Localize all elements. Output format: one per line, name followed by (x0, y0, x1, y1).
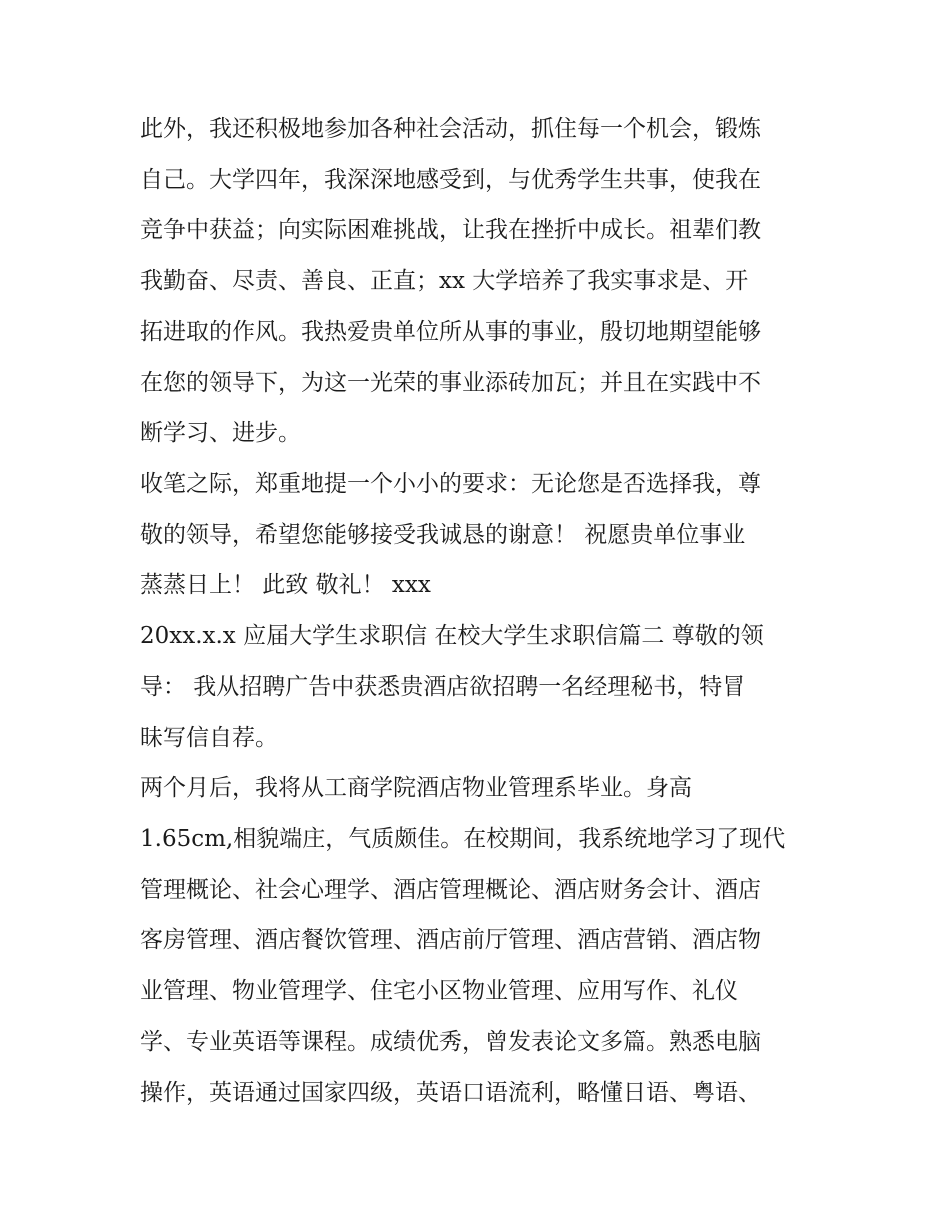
text-line: 在您的领导下，为这一光荣的事业添砖加瓦；并且在实践中不 (140, 370, 761, 396)
text-line: 断学习、进步。 (140, 420, 301, 446)
text-line: 我勤奋、尽责、善良、正直；xx 大学培养了我实事求是、开 (140, 268, 749, 294)
text-line: 此外，我还积极地参加各种社会活动，抓住每一个机会，锻炼 (140, 116, 761, 142)
text-line: 学、专业英语等课程。成绩优秀，曾发表论文多篇。熟悉电脑 (140, 1029, 761, 1055)
text-line: 敬的领导，希望您能够接受我诚恳的谢意！ 祝愿贵单位事业 (140, 522, 746, 548)
text-line: 客房管理、酒店餐饮管理、酒店前厅管理、酒店营销、酒店物 (140, 927, 761, 953)
text-line: 1.65cm,相貌端庄，气质颇佳。在校期间，我系统地学习了现代 (140, 826, 786, 852)
text-line: 昧写信自荐。 (140, 725, 278, 751)
text-line: 竞争中获益；向实际困难挑战，让我在挫折中成长。祖辈们教 (140, 217, 761, 243)
text-line: 两个月后，我将从工商学院酒店物业管理系毕业。身高 (140, 775, 692, 801)
text-line: 操作，英语通过国家四级，英语口语流利，略懂日语、粤语、 (140, 1080, 761, 1106)
text-line: 管理概论、社会心理学、酒店管理概论、酒店财务会计、酒店 (140, 877, 761, 903)
text-line: 拓进取的作风。我热爱贵单位所从事的事业，殷切地期望能够 (140, 319, 761, 345)
text-line: 自己。大学四年，我深深地感受到，与优秀学生共事，使我在 (140, 167, 761, 193)
text-line: 20xx.x.x 应届大学生求职信 在校大学生求职信篇二 尊敬的领 (140, 623, 764, 649)
text-line: 收笔之际，郑重地提一个小小的要求：无论您是否选择我，尊 (140, 471, 761, 497)
text-line: 导： 我从招聘广告中获悉贵酒店欲招聘一名经理秘书，特冒 (140, 674, 746, 700)
text-line: 蒸蒸日上！ 此致 敬礼！ xxx (140, 572, 431, 598)
text-line: 业管理、物业管理学、住宅小区物业管理、应用写作、礼仪 (140, 978, 738, 1004)
